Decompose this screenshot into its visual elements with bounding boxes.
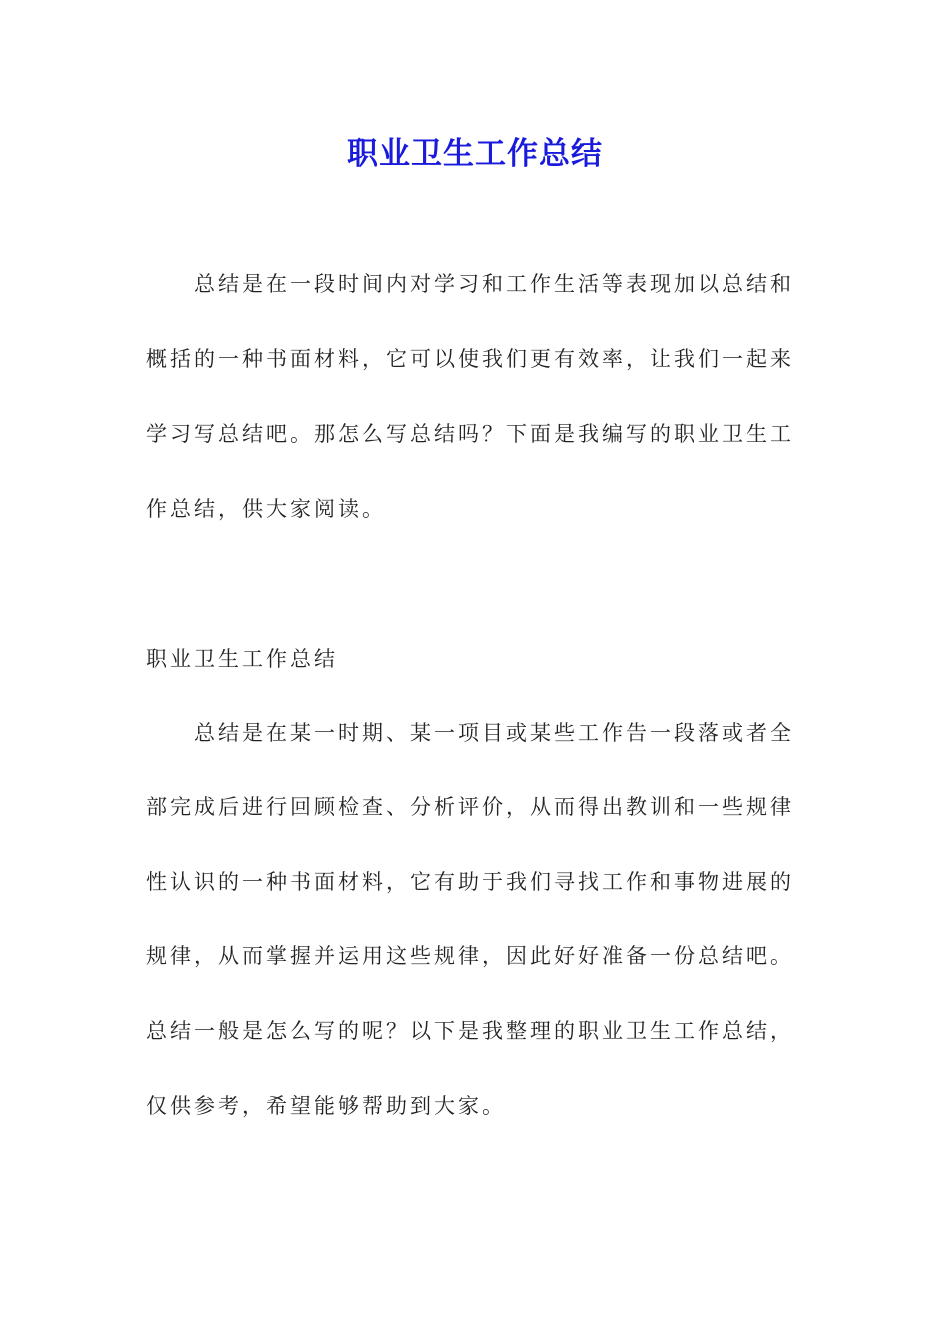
body-line-3: 性认识的一种书面材料，它有助于我们寻找工作和事物进展的 [146, 870, 794, 894]
intro-line-1: 总结是在一段时间内对学习和工作生活等表现加以总结和 [194, 272, 794, 296]
body-line-1: 总结是在某一时期、某一项目或某些工作告一段落或者全 [194, 721, 794, 745]
section-subtitle: 职业卫生工作总结 [146, 647, 338, 671]
intro-line-4: 作总结，供大家阅读。 [146, 497, 386, 521]
body-line-4: 规律，从而掌握并运用这些规律，因此好好准备一份总结吧。 [146, 944, 794, 968]
intro-line-3: 学习写总结吧。那怎么写总结吗？下面是我编写的职业卫生工 [146, 422, 794, 446]
body-line-6: 仅供参考，希望能够帮助到大家。 [146, 1094, 506, 1118]
body-line-5: 总结一般是怎么写的呢？以下是我整理的职业卫生工作总结， [146, 1019, 794, 1043]
body-line-2: 部完成后进行回顾检查、分析评价，从而得出教训和一些规律 [146, 795, 794, 819]
intro-line-2: 概括的一种书面材料，它可以使我们更有效率，让我们一起来 [146, 347, 794, 371]
document-title: 职业卫生工作总结 [347, 136, 603, 172]
